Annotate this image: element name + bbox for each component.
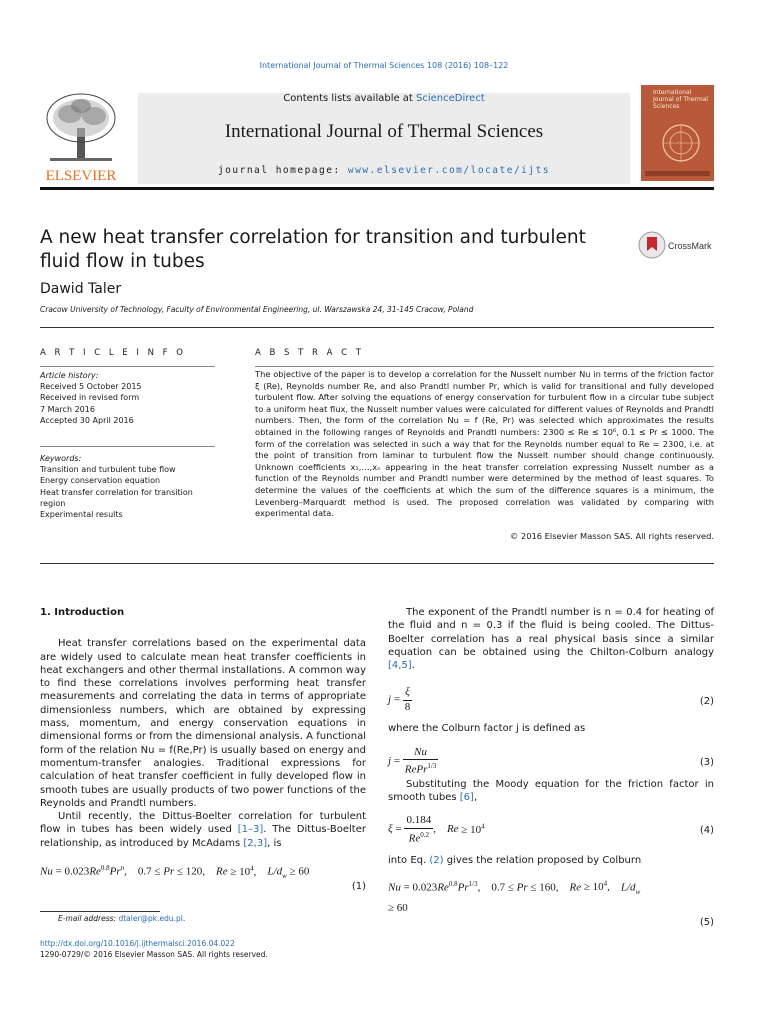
keywords-label: Keywords: bbox=[40, 454, 82, 463]
history-item: Received in revised form bbox=[40, 393, 140, 403]
abstract-text: The objective of the paper is to develop a correlation for the Nusselt number Nu in terms of the friction factor ξ (Re), Reynolds number Re, and also Prandtl number Pr, which is valid for transitional and fully developed turbulent flow. After solving the equations of energy conservation for turbulent flow in a circular tube subject to a uniform heat flux, the Nusselt number values were calculated for different values of Reynolds and Prandtl numbers. Then, the form of the correlation Nu = f (Re, Pr) was selected which approximates the results obtained in the following ranges of Reynolds and Prandtl numbers: 2300 ≤ Re ≤ 10⁶, 0.1 ≤ Pr ≤ 1000. The form of the correlation was selected in such a way that for the Reynolds number equal to Re = 2300, i.e. at the point of transition from laminar to turbulent flow the Nusselt number should change continuously. Unknown coefficients x₁,…,xₙ appearing in the heat transfer correlation expressing Nusselt number as a function of the Reynolds number and Prandtl number were determined by the method of least squares. To determine the values of the coefficients at which the sum of the difference squares is a minimum, the Levenberg–Marquardt method is used. The proposed correlation was validated by comparing with experimental data. bbox=[255, 369, 714, 519]
citation-link[interactable]: [4,5] bbox=[388, 660, 412, 672]
cover-art-icon bbox=[641, 85, 714, 181]
crossmark-label: CrossMark bbox=[668, 241, 712, 251]
journal-cover-image bbox=[641, 85, 714, 181]
cover-title: International Journal of Thermal Sciences bbox=[653, 89, 709, 110]
homepage-link[interactable]: www.elsevier.com/locate/ijts bbox=[347, 165, 551, 176]
section-heading-introduction: 1. Introduction bbox=[40, 607, 125, 618]
homepage-line bbox=[138, 165, 630, 176]
right-paragraph-1 bbox=[388, 606, 714, 672]
sciencedirect-link[interactable]: ScienceDirect bbox=[416, 93, 485, 104]
left-column bbox=[40, 606, 366, 898]
equation-number: (3) bbox=[699, 756, 714, 768]
text-segment: , is bbox=[267, 837, 282, 849]
article-info-rule bbox=[40, 366, 215, 367]
keyword-item: Experimental results bbox=[40, 510, 123, 520]
equation-5: $Nu = 0.023Re^{0.8}Pr^{1/3}$, 0.7 ≤ Pr ≤ 160, $Re \ge 10^4$, $L/d_w$ ≥ 60 (5) bbox=[388, 879, 714, 928]
keywords bbox=[40, 453, 218, 520]
header-rule bbox=[40, 187, 714, 190]
equation-1: $Nu = 0.023Re^{0.8}Pr^n$, 0.7 ≤ Pr ≤ 120, $Re \ge 10^4$, $L/d_w \ge 60$ (1) bbox=[40, 864, 366, 893]
equation-number: (4) bbox=[699, 825, 714, 837]
text-segment: The exponent of the Prandtl number is n = 0.4 for heating of the fluid and n = 0.3 if the fluid is being cooled. The Dittus-Boelter correlation has a real physical basis since a similar equation can be obtained using the Chilton-Colburn analogy bbox=[388, 607, 714, 658]
equation-number: (1) bbox=[351, 881, 366, 893]
email-end: . bbox=[182, 914, 186, 923]
contents-prefix: Contents lists available at bbox=[283, 93, 417, 104]
keyword-item: Transition and turbulent tube flow bbox=[40, 465, 176, 475]
history-item: Accepted 30 April 2016 bbox=[40, 415, 134, 425]
intro-paragraph-1: Heat transfer correlations based on the experimental data are widely used to calculate mean heat transfer coefficients in heat exchangers and other thermal installations. A common way to find these correlations involves performing heat transfer measurements and correlating the data in terms of appropriate dimensionless numbers, which are obtained by expressing mass, momentum, and energy conservation equations in dimensional forms or from the dimensional analysis. A functional form of the relation Nu = f(Re,Pr) is usually based on energy and momentum-transfer analogies. Traditional expressions for calculation of heat transfer coefficient in fully developed flow in smooth tubes are usually products of two power functions of the Reynolds and Prandtl numbers. bbox=[40, 638, 366, 809]
abstract-bottom-rule bbox=[40, 563, 714, 564]
equation-number: (5) bbox=[699, 916, 714, 928]
contents-line bbox=[138, 93, 630, 104]
text-segment: . bbox=[411, 660, 415, 672]
history-item: 7 March 2016 bbox=[40, 404, 95, 414]
text-segment: gives the relation proposed by Colburn bbox=[443, 855, 642, 867]
elsevier-logo bbox=[40, 88, 122, 184]
citation-link[interactable]: [1–3] bbox=[237, 824, 264, 836]
author-affiliation: Cracow University of Technology, Faculty of Environmental Engineering, ul. Warszawska 24, 31-145 Cracow, Poland bbox=[40, 305, 474, 314]
author-name: Dawid Taler bbox=[40, 281, 122, 297]
article-title: A new heat transfer correlation for transition and turbulent fluid flow in tubes bbox=[40, 227, 586, 272]
article-history bbox=[40, 370, 218, 426]
right-paragraph-2: where the Colburn factor j is defined as bbox=[388, 723, 586, 735]
homepage-prefix: journal homepage: bbox=[217, 165, 348, 176]
issn-copyright: 1290-0729/© 2016 Elsevier Masson SAS. All rights reserved. bbox=[40, 950, 268, 959]
equation-reference-link[interactable]: (2) bbox=[429, 855, 444, 867]
text-segment: , bbox=[473, 792, 478, 804]
abstract-rule bbox=[255, 366, 714, 367]
journal-title: International Journal of Thermal Sciences bbox=[224, 121, 544, 142]
article-info-heading: A R T I C L E I N F O bbox=[40, 348, 186, 358]
keyword-item: Energy conservation equation bbox=[40, 476, 161, 486]
keywords-rule bbox=[40, 446, 215, 447]
text-segment: into Eq. bbox=[388, 855, 430, 867]
citation-link[interactable]: [6] bbox=[459, 792, 474, 804]
elsevier-wordmark: ELSEVIER bbox=[45, 168, 117, 184]
text-segment: Substituting the Moody equation for the friction factor in smooth tubes bbox=[388, 778, 714, 804]
doi-link[interactable]: http://dx.doi.org/10.1016/j.ijthermalsci.2016.04.022 bbox=[40, 939, 235, 948]
email-label: E-mail address: bbox=[58, 914, 119, 923]
footnote-rule bbox=[40, 911, 160, 912]
intro-paragraph-2 bbox=[40, 810, 366, 850]
crossmark-icon bbox=[638, 230, 716, 260]
equation-number: (2) bbox=[699, 696, 714, 708]
abstract-copyright: © 2016 Elsevier Masson SAS. All rights reserved. bbox=[510, 531, 714, 541]
right-paragraph-4 bbox=[388, 854, 714, 867]
elsevier-tree-icon bbox=[40, 88, 122, 184]
abstract-heading: A B S T R A C T bbox=[255, 348, 364, 358]
equation-3: j = $\frac{Nu}{RePr^{1/3}}$ (3) bbox=[388, 745, 714, 776]
keyword-item: region bbox=[40, 498, 66, 508]
email-link[interactable]: dtaler@pk.edu.pl bbox=[118, 914, 183, 923]
keyword-item: Heat transfer correlation for transition bbox=[40, 487, 193, 497]
equation-4: ξ = $\frac{0.184}{Re^{0.2}}$ , $Re \ge 10^4$ (4) bbox=[388, 814, 714, 845]
right-column bbox=[388, 606, 714, 928]
journal-reference-link[interactable]: International Journal of Thermal Sciences 108 (2016) 108–122 bbox=[259, 61, 509, 70]
history-item: Received 5 October 2015 bbox=[40, 382, 142, 392]
author-email-footnote bbox=[58, 914, 185, 923]
history-label: Article history: bbox=[40, 371, 99, 380]
citation-link[interactable]: [2,3] bbox=[243, 837, 268, 849]
right-paragraph-3 bbox=[388, 778, 714, 805]
crossmark-button[interactable] bbox=[638, 230, 716, 260]
text-segment: Until recently, the Dittus-Boelter correlation for turbulent flow in tubes has been widely used bbox=[40, 811, 366, 836]
text-segment: . The Dittus-Boelter relationship, as introduced by McAdams bbox=[40, 824, 366, 849]
equation-2: j = $\frac{\xi}{8}$ (2) bbox=[388, 686, 714, 713]
title-rule bbox=[40, 327, 714, 328]
